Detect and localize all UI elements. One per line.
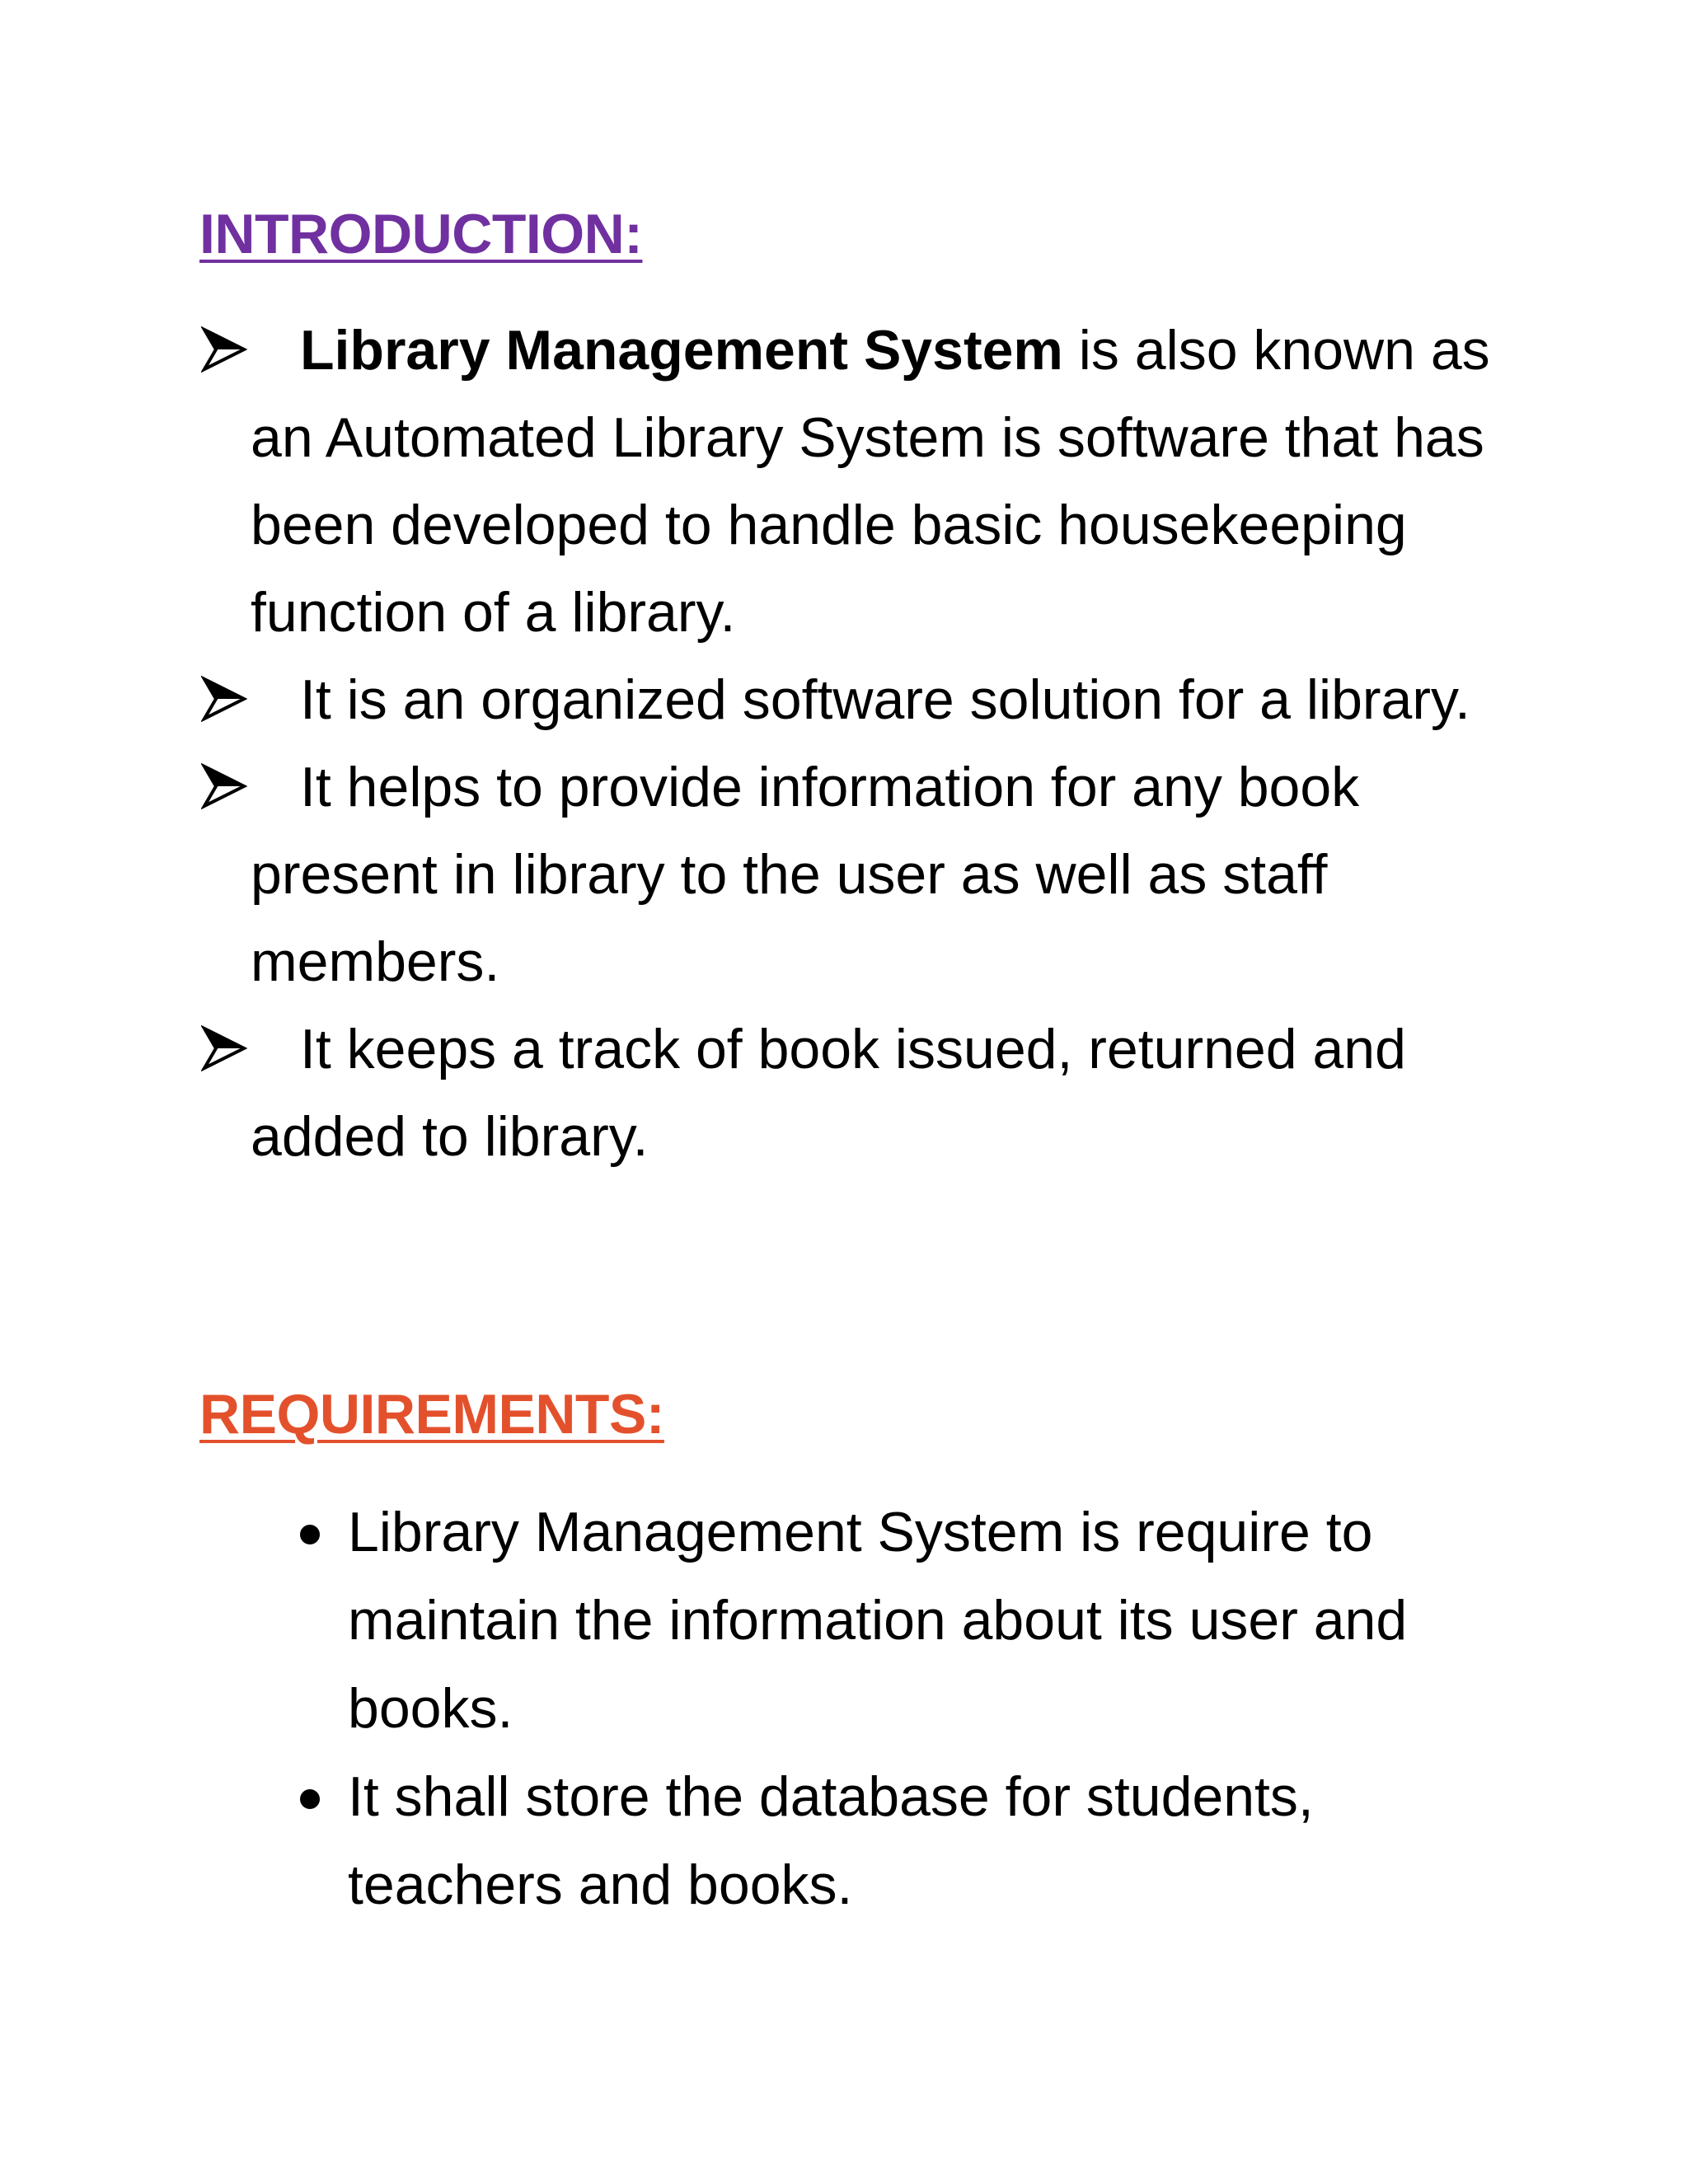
arrowhead-bullet-icon (201, 1025, 247, 1071)
item-text: It helps to provide information for any book present in library to the user as well as staff members. (251, 756, 1360, 993)
list-item (297, 1488, 1508, 1753)
list-item (199, 743, 1535, 1005)
requirements-heading: REQUIREMENTS: (199, 1383, 664, 1446)
arrowhead-bullet-icon (201, 326, 247, 373)
item-text: It is an organized software solution for a library. (300, 668, 1470, 731)
item-text: It shall store the database for students, teachers and books. (348, 1765, 1314, 1916)
requirements-list (297, 1488, 1508, 1929)
arrowhead-bullet-icon (201, 676, 247, 722)
item-lead-text: Library Management System (300, 319, 1063, 382)
item-text: Library Management System is require to maintain the information about its user and books. (348, 1501, 1408, 1740)
list-item (199, 307, 1535, 656)
round-bullet-icon (300, 1789, 320, 1809)
arrowhead-bullet-icon (201, 763, 247, 809)
item-text: It keeps a track of book issued, returned and added to library. (251, 1018, 1406, 1168)
introduction-list (199, 307, 1535, 1180)
introduction-heading: INTRODUCTION: (199, 203, 643, 265)
round-bullet-icon (300, 1525, 320, 1544)
list-item (297, 1753, 1508, 1929)
item-text: is also known as an Automated Library System is software that has been developed to handle basic housekeeping function of a library. (251, 319, 1490, 644)
list-item (199, 1005, 1535, 1180)
list-item (199, 656, 1535, 743)
